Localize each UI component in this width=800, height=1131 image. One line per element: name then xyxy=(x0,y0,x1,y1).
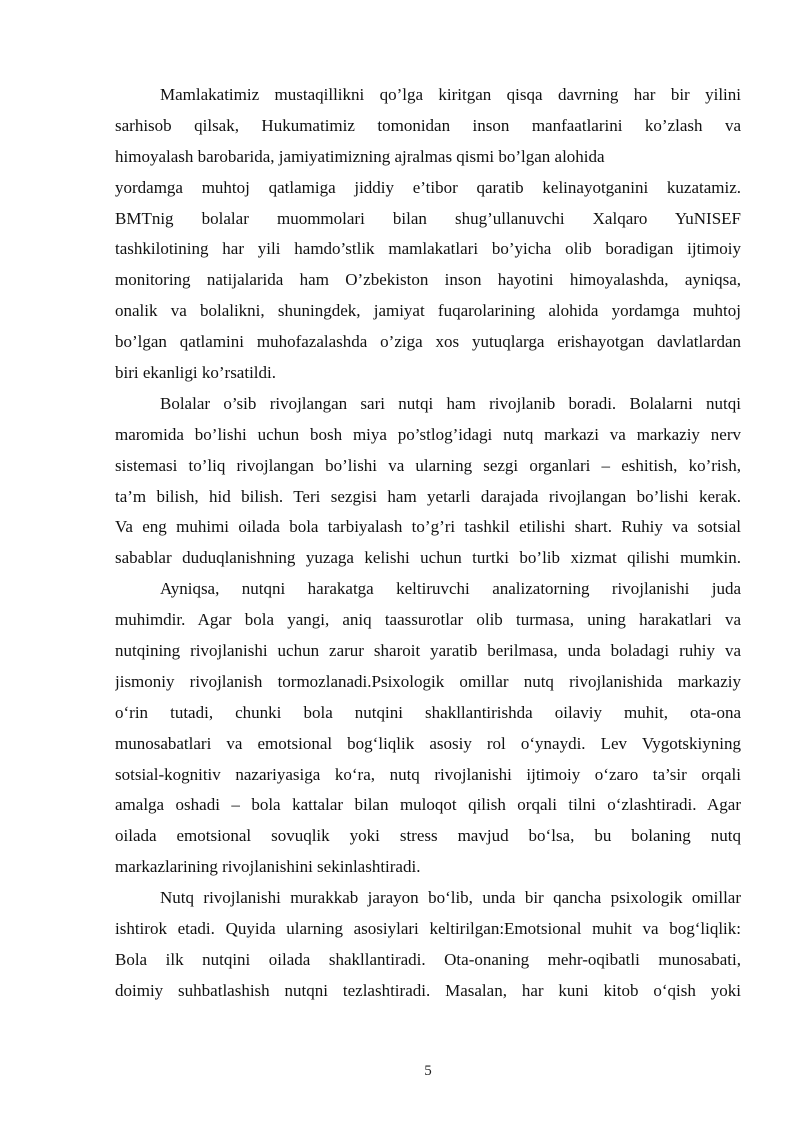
text-line: sistemasi to’liq rivojlangan bo’lishi va ularning sezgi organlari – eshitish, ko’rish, xyxy=(115,455,741,475)
text-line: Bolalar o’sib rivojlangan sari nutqi ham rivojlanib boradi. Bolalarni nutqi xyxy=(160,393,741,413)
text-line: muhimdir. Agar bola yangi, aniq taassurotlar olib turmasa, uning harakatlari va xyxy=(115,610,741,630)
text-line: munosabatlari va emotsional bog‘liqlik asosiy rol o‘ynaydi. Lev Vygotskiyning xyxy=(115,733,741,753)
text-line: maromida bo’lishi uchun bosh miya po’stlog’idagi nutq markazi va markaziy nerv xyxy=(115,424,741,444)
text-line: Va eng muhimi oilada bola tarbiyalash to’g’ri tashkil etilishi shart. Ruhiy va sotsial xyxy=(115,517,741,537)
paragraph-1 xyxy=(115,80,741,389)
text-line: Bola ilk nutqini oilada shakllantiradi. Ota-onaning mehr-oqibatli munosabati, xyxy=(115,949,741,969)
paragraph-4 xyxy=(115,883,741,1007)
text-line: Nutq rivojlanishi murakkab jarayon bo‘lib, unda bir qancha psixologik omillar xyxy=(160,888,741,908)
text-line: himoyalash barobarida, jamiyatimizning ajralmas qismi bo’lgan alohida xyxy=(115,146,605,166)
text-line: Mamlakatimiz mustaqillikni qo’lga kiritgan qisqa davrning har bir yilini xyxy=(160,85,741,104)
paragraph-3 xyxy=(115,574,741,883)
text-line: ishtirok etadi. Quyida ularning asosiylari keltirilgan:Emotsional muhit va bog‘liqlik: xyxy=(115,919,741,939)
text-line: ta’m bilish, hid bilish. Teri sezgisi ham yetarli darajada rivojlangan bo’lishi kerak. xyxy=(115,486,741,506)
text-line: sabablar duduqlanishning yuzaga kelishi uchun turtki bo’lib xizmat qilishi mumkin. xyxy=(115,548,741,568)
text-line: monitoring natijalarida ham O’zbekiston inson hayotini himoyalashda, ayniqsa, xyxy=(115,270,741,290)
text-line: sotsial-kognitiv nazariyasiga ko‘ra, nutq rivojlanishi ijtimoiy o‘zaro ta’sir orqali xyxy=(115,764,741,784)
text-line: onalik va bolalikni, shuningdek, jamiyat fuqarolarining alohida yordamga muhtoj xyxy=(115,301,741,321)
text-line: o‘rin tutadi, chunki bola nutqini shakllantirishda oilaviy muhit, ota-ona xyxy=(115,702,741,722)
text-line: BMTnig bolalar muommolari bilan shug’ullanuvchi Xalqaro YuNISEF xyxy=(115,208,741,228)
text-line: biri ekanligi ko’rsatildi. xyxy=(115,363,276,383)
text-line: doimiy suhbatlashish nutqni tezlashtiradi. Masalan, har kuni kitob o‘qish yoki xyxy=(115,980,741,1000)
text-line: sarhisob qilsak, Hukumatimiz tomonidan inson manfaatlarini ko’zlash va xyxy=(115,115,741,135)
text-line: jismoniy rivojlanish tormozlanadi.Psixologik omillar nutq rivojlanishida markaziy xyxy=(115,671,741,691)
text-line: nutqining rivojlanishi uchun zarur sharoit yaratib berilmasa, unda boladagi ruhiy va xyxy=(115,641,741,661)
text-line: tashkilotining har yili hamdo’stlik mamlakatlari bo’yicha olib boradigan ijtimoiy xyxy=(115,239,741,259)
text-line: amalga oshadi – bola kattalar bilan muloqot qilish orqali tilni o‘zlashtiradi. Agar xyxy=(115,795,741,815)
paragraph-2 xyxy=(115,389,741,574)
text-line: oilada emotsional sovuqlik yoki stress mavjud bo‘lsa, bu bolaning nutq xyxy=(115,826,741,846)
text-line: markazlarining rivojlanishini sekinlashtiradi. xyxy=(115,857,421,877)
page-body xyxy=(115,80,741,1007)
text-line: bo’lgan qatlamini muhofazalashda o’ziga xos yutuqlarga erishayotgan davlatlardan xyxy=(115,332,741,352)
page-number: 5 xyxy=(424,1063,432,1079)
text-line: Ayniqsa, nutqni harakatga keltiruvchi analizatorning rivojlanishi juda xyxy=(160,579,741,599)
text-line: yordamga muhtoj qatlamiga jiddiy e’tibor qaratib kelinayotganini kuzatamiz. xyxy=(115,177,741,197)
